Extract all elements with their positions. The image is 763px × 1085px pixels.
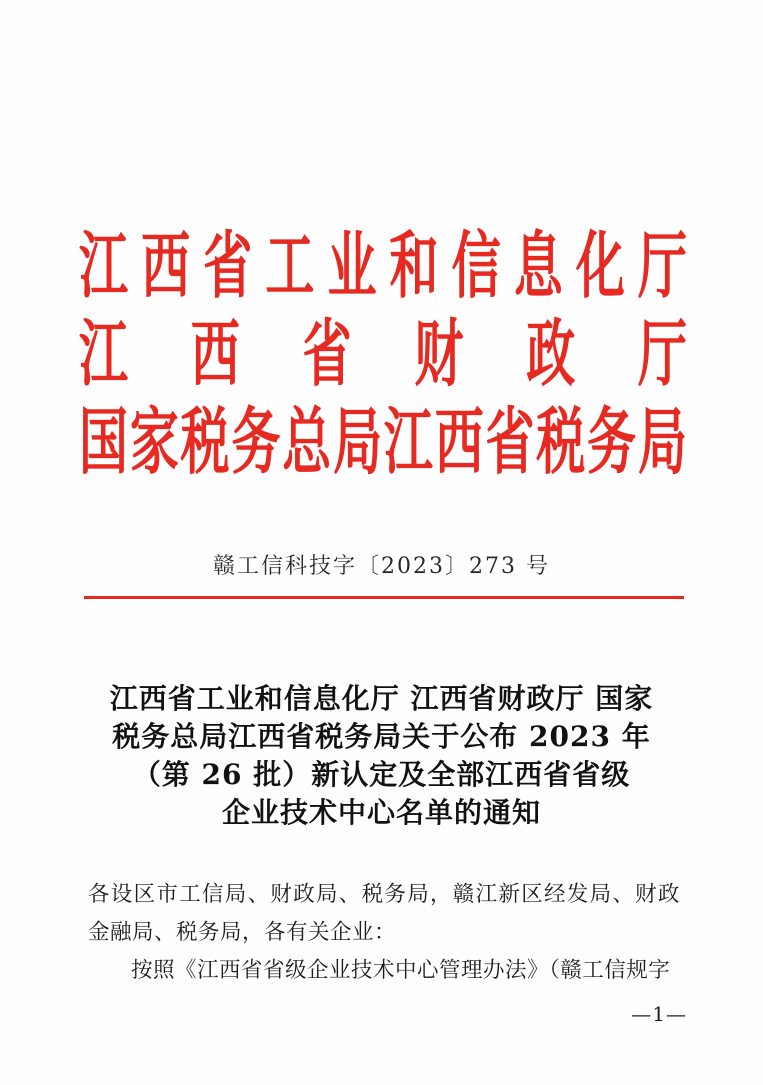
title-line-1: 江西省工业和信息化厅 江西省财政厅 国家 bbox=[109, 682, 654, 715]
body-paragraph-salutation: 各设区市工信局、财政局、税务局，赣江新区经发局、财政金融局、税务局，各有关企业： bbox=[88, 882, 680, 945]
masthead-line-1: 江西省工业和信息化厅 bbox=[79, 223, 687, 309]
document-title bbox=[0, 680, 763, 832]
title-line-2: 税务总局江西省税务局关于公布 2023 年 bbox=[112, 720, 651, 753]
masthead bbox=[79, 222, 687, 486]
document-body bbox=[88, 876, 680, 990]
title-line-4: 企业技术中心名单的通知 bbox=[221, 796, 541, 829]
masthead-line-3: 国家税务总局江西省税务局 bbox=[79, 399, 687, 485]
title-line-3: （第 26 批）新认定及全部江西省省级 bbox=[132, 758, 631, 791]
masthead-line-2: 江西省财政厅 bbox=[79, 311, 687, 397]
page-number: —1— bbox=[631, 1002, 687, 1026]
red-divider-rule bbox=[84, 596, 684, 599]
document-number: 赣工信科技字〔2023〕273 号 bbox=[213, 554, 550, 579]
body-paragraph-1: 按照《江西省省级企业技术中心管理办法》（赣工信规字 bbox=[131, 958, 671, 983]
